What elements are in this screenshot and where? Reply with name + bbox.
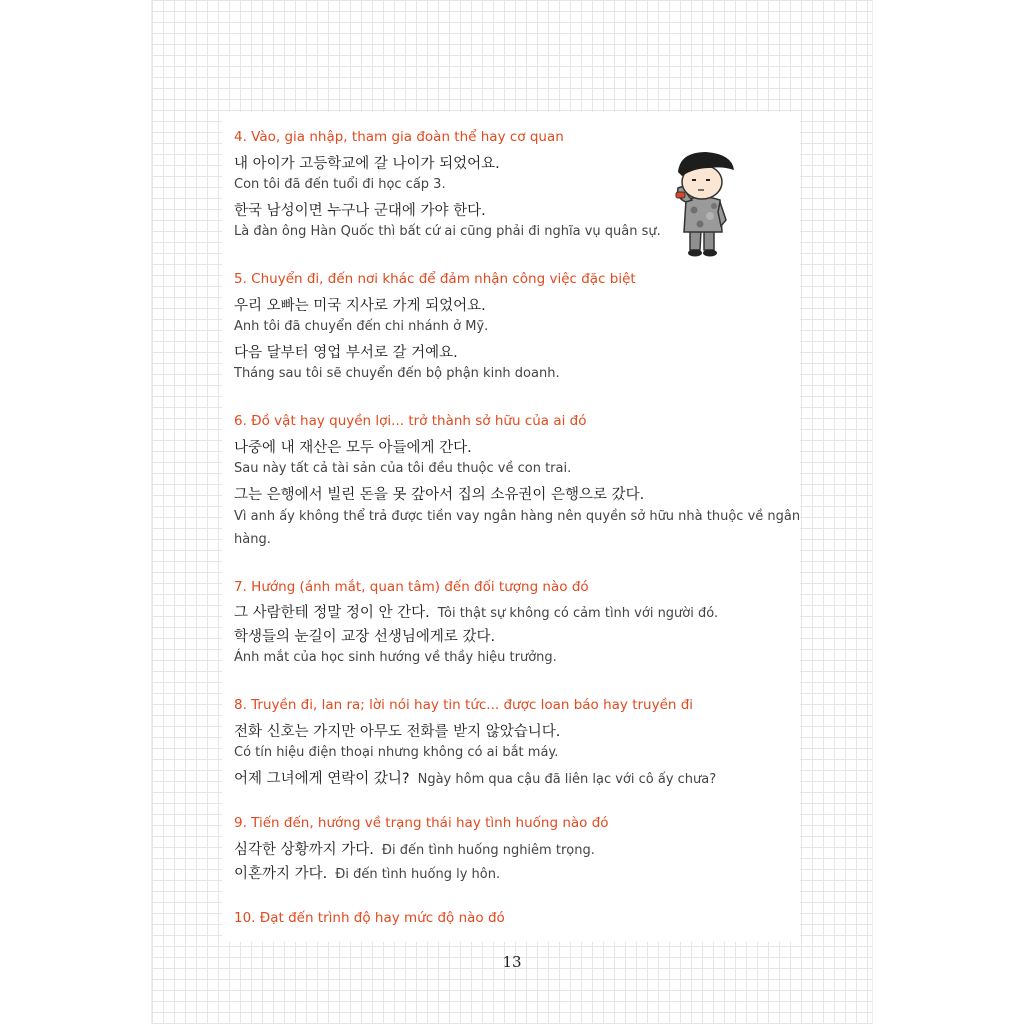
- vietnamese-translation: Ánh mắt của học sinh hướng về thầy hiệu trưởng.: [234, 650, 557, 665]
- korean-sentence-with-translation: [234, 838, 595, 859]
- soldier-cartoon-icon: [666, 146, 738, 260]
- section-heading: 4. Vào, gia nhập, tham gia đoàn thể hay cơ quan: [234, 129, 564, 145]
- vietnamese-translation: Con tôi đã đến tuổi đi học cấp 3.: [234, 177, 446, 192]
- section-heading: 8. Truyền đi, lan ra; lời nói hay tin tức... được loan báo hay truyền đi: [234, 697, 694, 713]
- section-heading: 10. Đạt đến trình độ hay mức độ nào đó: [234, 910, 505, 926]
- korean-sentence: 학생들의 눈길이 교장 선생님에게로 갔다.: [234, 629, 496, 645]
- vietnamese-translation: Là đàn ông Hàn Quốc thì bất cứ ai cũng phải đi nghĩa vụ quân sự.: [234, 224, 661, 239]
- korean-sentence: 전화 신호는 가지만 아무도 전화를 받지 않았습니다.: [234, 724, 561, 740]
- korean-sentence: 이혼까지 가다.: [234, 866, 328, 882]
- section-heading: 7. Hướng (ánh mắt, quan tâm) đến đối tượng nào đó: [234, 579, 589, 595]
- korean-sentence-with-translation: [234, 862, 500, 883]
- vietnamese-translation: hàng.: [234, 532, 271, 547]
- korean-sentence-with-translation: [234, 767, 716, 788]
- section-heading: 9. Tiến đến, hướng về trạng thái hay tình huống nào đó: [234, 815, 609, 831]
- korean-sentence: 한국 남성이면 누구나 군대에 가야 한다.: [234, 203, 486, 219]
- korean-sentence: 그는 은행에서 빌린 돈을 못 갚아서 집의 소유권이 은행으로 갔다.: [234, 487, 645, 503]
- korean-sentence: 어제 그녀에게 연락이 갔니?: [234, 771, 410, 787]
- korean-sentence: 심각한 상황까지 가다.: [234, 842, 374, 858]
- section-heading: 5. Chuyển đi, đến nơi khác để đảm nhận công việc đặc biệt: [234, 271, 636, 287]
- korean-sentence: 다음 달부터 영업 부서로 갈 거예요.: [234, 345, 458, 361]
- vietnamese-translation: Vì anh ấy không thể trả được tiền vay ngân hàng nên quyền sở hữu nhà thuộc về ngân: [234, 509, 801, 524]
- vietnamese-translation: Tháng sau tôi sẽ chuyển đến bộ phận kinh doanh.: [234, 366, 560, 381]
- korean-sentence: 우리 오빠는 미국 지사로 가게 되었어요.: [234, 298, 486, 314]
- vietnamese-translation: Đi đến tình huống ly hôn.: [335, 867, 501, 882]
- korean-sentence-with-translation: [234, 601, 718, 622]
- korean-sentence: 내 아이가 고등학교에 갈 나이가 되었어요.: [234, 156, 500, 172]
- vietnamese-translation: Ngày hôm qua cậu đã liên lạc với cô ấy chưa?: [417, 772, 717, 787]
- section-heading: 6. Đồ vật hay quyền lợi... trở thành sở hữu của ai đó: [234, 413, 587, 429]
- vietnamese-translation: Sau này tất cả tài sản của tôi đều thuộc về con trai.: [234, 461, 572, 476]
- vietnamese-translation: Tôi thật sự không có cảm tình với người đó.: [437, 606, 719, 621]
- vietnamese-translation: Đi đến tình huống nghiêm trọng.: [381, 843, 595, 858]
- korean-sentence: 그 사람한테 정말 정이 안 간다.: [234, 605, 430, 621]
- page-number: 13: [502, 953, 522, 971]
- vietnamese-translation: Anh tôi đã chuyển đến chi nhánh ở Mỹ.: [234, 319, 489, 334]
- vietnamese-translation: Có tín hiệu điện thoại nhưng không có ai bắt máy.: [234, 745, 559, 760]
- korean-sentence: 나중에 내 재산은 모두 아들에게 간다.: [234, 440, 472, 456]
